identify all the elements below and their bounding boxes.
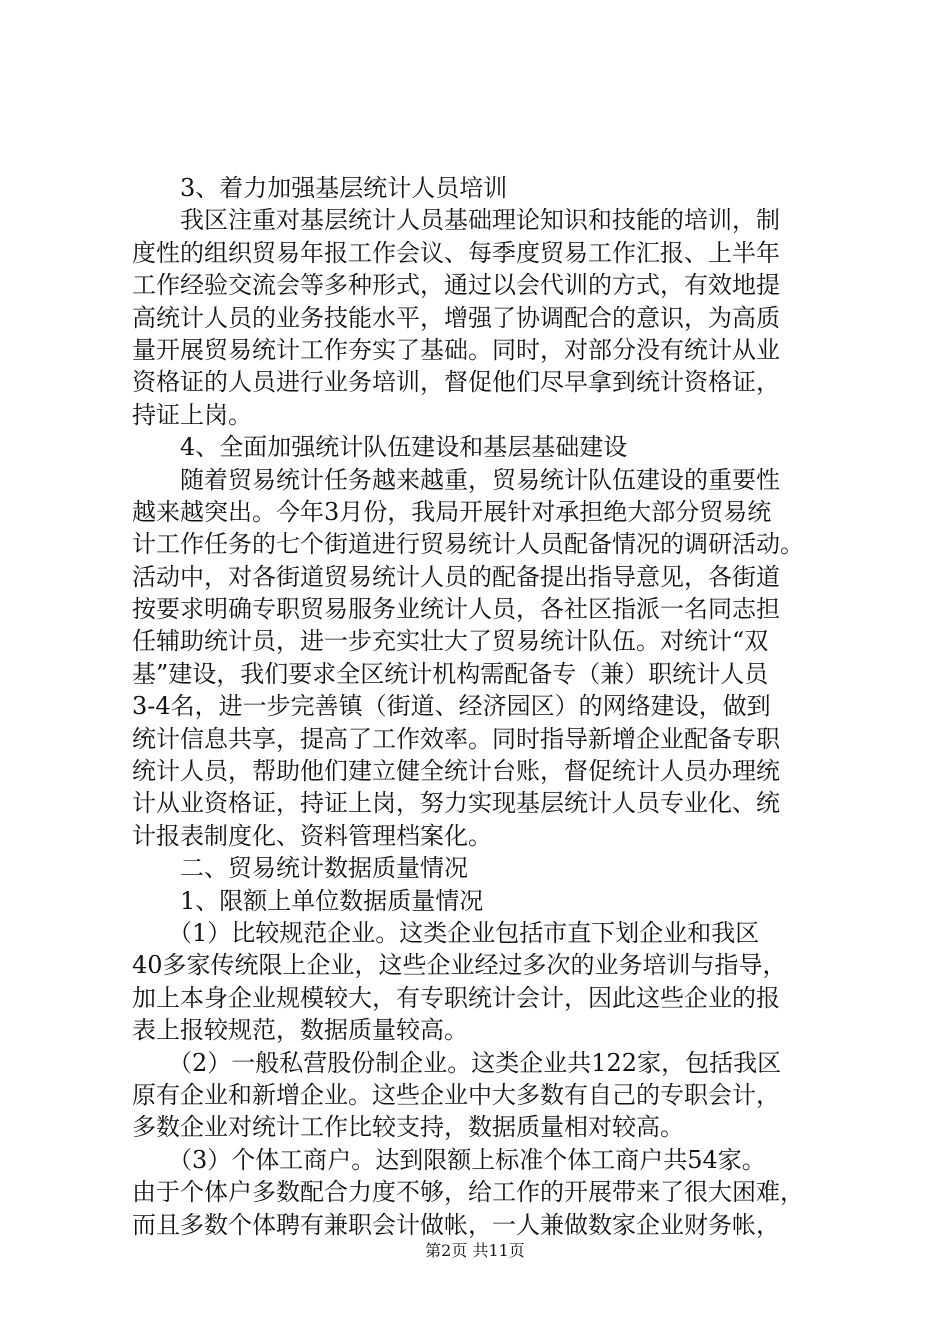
text-line: 持证上岗。 xyxy=(132,400,252,429)
text-line: 3-4名，进一步完善镇（街道、经济园区）的网络建设，做到 xyxy=(132,692,771,721)
text-line: 资格证的人员进行业务培训，督促他们尽早拿到统计资格证， xyxy=(132,368,780,397)
text-line: 加上本身企业规模较大，有专职统计会计，因此这些企业的报 xyxy=(132,983,780,1012)
document-body xyxy=(132,172,832,1241)
text-line: 按要求明确专职贸易服务业统计人员，各社区指派一名同志担 xyxy=(132,595,780,624)
text-line: 任辅助统计员，进一步充实壮大了贸易统计队伍。对统计“双 xyxy=(132,627,769,656)
text-line: 度性的组织贸易年报工作会议、每季度贸易工作汇报、上半年 xyxy=(132,238,780,267)
text-line: （1）比较规范企业。这类企业包括市直下划企业和我区 xyxy=(168,918,760,947)
text-line: 越来越突出。今年3月份，我局开展针对承担绝大部分贸易统 xyxy=(132,497,772,526)
text-line: 计报表制度化、资料管理档案化。 xyxy=(132,821,492,850)
text-line: 3、着力加强基层统计人员培训 xyxy=(180,174,508,202)
text-line: 表上报较规范，数据质量较高。 xyxy=(132,1016,468,1045)
text-line: 4、全面加强统计队伍建设和基层基础建设 xyxy=(180,433,628,462)
text-line: 计从业资格证，持证上岗，努力实现基层统计人员专业化、统 xyxy=(132,789,780,818)
text-line: 高统计人员的业务技能水平，增强了协调配合的意识，为高质 xyxy=(132,303,780,332)
text-line: 而且多数个体聘有兼职会计做帐，一人兼做数家企业财务帐， xyxy=(132,1210,780,1239)
text-line: 原有企业和新增企业。这些企业中大多数有自己的专职会计， xyxy=(132,1080,780,1109)
page-footer: 第2页 共11页 xyxy=(425,1241,525,1260)
text-line: 统计信息共享，提高了工作效率。同时指导新增企业配备专职 xyxy=(132,724,780,753)
text-line: 40多家传统限上企业，这些企业经过多次的业务培训与指导， xyxy=(132,951,787,980)
text-line: 计工作任务的七个街道进行贸易统计人员配备情况的调研活动。 xyxy=(132,530,804,559)
text-line: 活动中，对各街道贸易统计人员的配备提出指导意见，各街道 xyxy=(132,562,780,591)
text-line: （2）一般私营股份制企业。这类企业共122家，包括我区 xyxy=(168,1048,782,1077)
text-line: （3）个体工商户。达到限额上标准个体工商户共54家。 xyxy=(168,1145,766,1174)
text-line: 我区注重对基层统计人员基础理论知识和技能的培训，制 xyxy=(180,206,780,235)
text-line: 随着贸易统计任务越来越重，贸易统计队伍建设的重要性 xyxy=(180,465,780,494)
text-line: 统计人员，帮助他们建立健全统计台账，督促统计人员办理统 xyxy=(132,757,780,786)
text-line: 1、限额上单位数据质量情况 xyxy=(180,886,484,915)
text-line: 由于个体户多数配合力度不够，给工作的开展带来了很大困难， xyxy=(132,1178,804,1207)
text-line: 量开展贸易统计工作夯实了基础。同时，对部分没有统计从业 xyxy=(132,335,780,364)
text-line: 二、贸易统计数据质量情况 xyxy=(180,854,468,883)
text-line: 工作经验交流会等多种形式，通过以会代训的方式，有效地提 xyxy=(132,271,780,300)
text-line: 多数企业对统计工作比较支持，数据质量相对较高。 xyxy=(132,1113,684,1142)
text-line: 基”建设，我们要求全区统计机构需配备专（兼）职统计人员 xyxy=(132,659,769,688)
